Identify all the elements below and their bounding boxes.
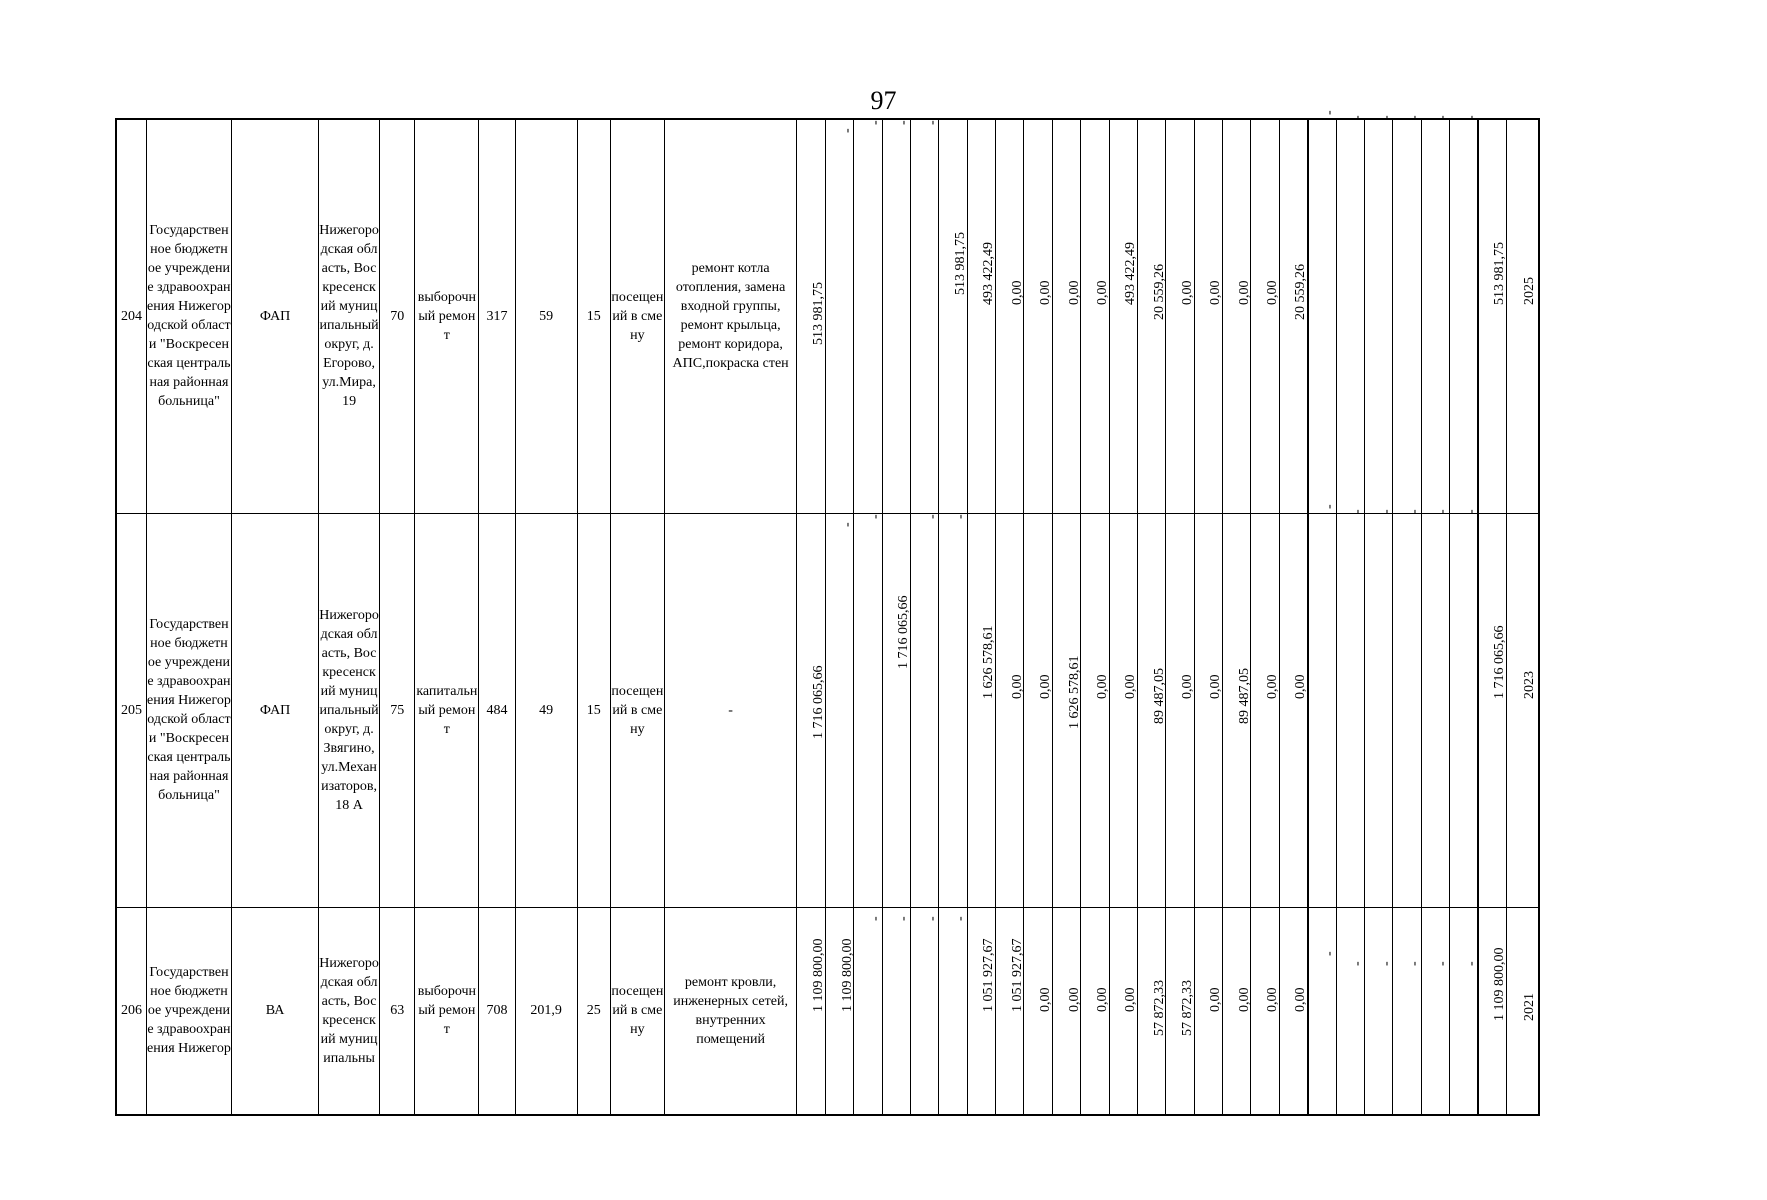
value-text: 0,00 xyxy=(1265,280,1281,305)
value-text: 493 422,49 xyxy=(981,241,997,305)
value-text: - xyxy=(1322,503,1338,509)
cell-value-2 xyxy=(825,119,853,513)
value-text: - xyxy=(1407,961,1423,966)
cell-c9: 25 xyxy=(577,907,610,1115)
cell-value-3 xyxy=(854,119,882,513)
value-text: - xyxy=(953,916,969,921)
value-text: 89 487,05 xyxy=(1151,667,1167,724)
value-text: 0,00 xyxy=(1038,674,1054,699)
value-text: 0,00 xyxy=(1180,674,1196,699)
cell-unit: посещений в смену xyxy=(611,513,665,907)
cell-value-10 xyxy=(1052,513,1080,907)
cell-value-14 xyxy=(1166,119,1194,513)
cell-type: ФАП xyxy=(232,513,319,907)
value-text: 0,00 xyxy=(1066,987,1082,1012)
cell-value-6 xyxy=(939,119,967,513)
cell-value-17 xyxy=(1251,513,1279,907)
cell-value-16 xyxy=(1223,513,1251,907)
value-text: - xyxy=(924,119,940,125)
cell-value-25 xyxy=(1478,907,1506,1115)
cell-value-14 xyxy=(1166,907,1194,1115)
cell-value-2 xyxy=(825,513,853,907)
cell-c8: 59 xyxy=(515,119,577,513)
cell-no: 204 xyxy=(116,119,146,513)
value-text: 513 981,75 xyxy=(953,231,969,295)
value-text: - xyxy=(1322,951,1338,956)
value-text: - xyxy=(839,127,855,133)
cell-work_type: выборочный ремонт xyxy=(415,119,479,513)
value-text: 0,00 xyxy=(1094,674,1110,699)
cell-value-26 xyxy=(1506,907,1539,1115)
value-text: 513 981,75 xyxy=(811,281,827,345)
cell-no: 205 xyxy=(116,513,146,907)
cell-c7: 317 xyxy=(479,119,515,513)
cell-c8: 49 xyxy=(515,513,577,907)
cell-value-19 xyxy=(1308,109,1338,513)
value-text: - xyxy=(1463,508,1479,514)
table-row xyxy=(116,907,1539,1115)
cell-value-5 xyxy=(910,513,938,907)
cell-value-20 xyxy=(1336,114,1366,513)
cell-value-4 xyxy=(882,907,910,1115)
cell-address: Нижегородская область, Воскресенский муниципальный округ, д. Звягино, ул.Механизаторов, 18 А xyxy=(319,513,380,907)
cell-value-16 xyxy=(1223,119,1251,513)
cell-value-25 xyxy=(1478,119,1506,513)
cell-value-2 xyxy=(825,907,853,1115)
cell-no: 206 xyxy=(116,907,146,1115)
cell-value-6 xyxy=(939,907,967,1115)
value-text: - xyxy=(1350,508,1366,514)
value-text: 1 109 800,00 xyxy=(811,938,827,1012)
value-text: 0,00 xyxy=(1293,987,1309,1012)
value-text: 1 716 065,66 xyxy=(896,595,912,669)
value-text: - xyxy=(924,513,940,519)
value-text: - xyxy=(1435,961,1451,966)
cell-value-9 xyxy=(1024,513,1052,907)
cell-value-9 xyxy=(1024,119,1052,513)
value-text: 1 051 927,67 xyxy=(981,938,997,1012)
cell-institution: Государственное бюджетное учреждение здравоохранения Нижегородской области "Воскресенская центральная районная больница" xyxy=(146,119,231,513)
cell-address: Нижегородская область, Воскресенский муниципальны xyxy=(319,907,380,1115)
cell-value-10 xyxy=(1052,119,1080,513)
cell-works: ремонт кровли, инженерных сетей, внутренних помещений xyxy=(664,907,797,1115)
cell-value-22 xyxy=(1393,508,1423,907)
value-text: - xyxy=(1350,114,1366,120)
cell-value-1 xyxy=(797,907,825,1115)
cell-value-20 xyxy=(1336,907,1364,1115)
cell-value-12 xyxy=(1109,119,1137,513)
value-text: 0,00 xyxy=(1236,280,1252,305)
value-text: 1 109 800,00 xyxy=(839,938,855,1012)
cell-value-17 xyxy=(1251,119,1279,513)
cell-c9: 15 xyxy=(577,119,610,513)
cell-institution: Государственное бюджетное учреждение здравоохранения Нижегор xyxy=(146,907,231,1115)
cell-value-22 xyxy=(1393,114,1423,513)
cell-work_type: капитальный ремонт xyxy=(415,513,479,907)
value-text: 0,00 xyxy=(1208,987,1224,1012)
value-text: 0,00 xyxy=(1094,987,1110,1012)
cell-unit: посещений в смену xyxy=(611,907,665,1115)
cell-value-1 xyxy=(797,119,825,513)
value-text: 0,00 xyxy=(1009,674,1025,699)
cell-value-4 xyxy=(882,119,910,513)
cell-type: ВА xyxy=(232,907,319,1115)
cell-value-23 xyxy=(1421,907,1449,1115)
value-text: - xyxy=(867,513,883,519)
value-text: 493 422,49 xyxy=(1123,241,1139,305)
value-text: - xyxy=(1350,961,1366,966)
value-text: 1 716 065,66 xyxy=(1492,625,1508,699)
cell-value-5 xyxy=(910,119,938,513)
cell-value-4 xyxy=(882,513,910,907)
cell-value-15 xyxy=(1194,119,1222,513)
value-text: 2025 xyxy=(1522,276,1538,305)
cell-value-15 xyxy=(1194,513,1222,907)
value-text: - xyxy=(867,916,883,921)
value-text: 20 559,26 xyxy=(1151,263,1167,320)
cell-works: - xyxy=(664,513,797,907)
value-text: - xyxy=(1463,114,1479,120)
value-text: - xyxy=(924,916,940,921)
value-text: - xyxy=(1322,109,1338,115)
cell-value-18 xyxy=(1279,119,1307,513)
value-text: 0,00 xyxy=(1265,987,1281,1012)
value-text: 20 559,26 xyxy=(1293,263,1309,320)
table-row xyxy=(116,119,1539,513)
value-text: 0,00 xyxy=(1038,987,1054,1012)
cell-value-23 xyxy=(1421,114,1451,513)
value-text: 89 487,05 xyxy=(1236,667,1252,724)
value-text: 1 626 578,61 xyxy=(981,625,997,699)
cell-value-14 xyxy=(1166,513,1194,907)
cell-value-16 xyxy=(1223,907,1251,1115)
value-text: 0,00 xyxy=(1094,280,1110,305)
cell-value-3 xyxy=(854,513,882,907)
value-text: 0,00 xyxy=(1265,674,1281,699)
cell-value-19 xyxy=(1308,503,1338,907)
value-text: 1 051 927,67 xyxy=(1009,938,1025,1012)
cell-value-17 xyxy=(1251,907,1279,1115)
value-text: - xyxy=(953,513,969,519)
cell-value-18 xyxy=(1279,513,1307,907)
value-text: 2023 xyxy=(1522,670,1538,699)
cell-value-7 xyxy=(967,119,995,513)
table-row xyxy=(116,513,1539,907)
cell-type: ФАП xyxy=(232,119,319,513)
cell-value-23 xyxy=(1421,508,1451,907)
value-text: 0,00 xyxy=(1066,280,1082,305)
value-text: - xyxy=(1378,508,1394,514)
cell-value-8 xyxy=(996,119,1024,513)
cell-work_type: выборочный ремонт xyxy=(415,907,479,1115)
cell-value-9 xyxy=(1024,907,1052,1115)
value-text: 0,00 xyxy=(1038,280,1054,305)
value-text: - xyxy=(1407,114,1423,120)
cell-value-24 xyxy=(1450,907,1478,1115)
cell-value-1 xyxy=(797,513,825,907)
value-text: - xyxy=(896,119,912,125)
value-text: 0,00 xyxy=(1208,674,1224,699)
cell-institution: Государственное бюджетное учреждение здравоохранения Нижегородской области "Воскресенская центральная районная больница" xyxy=(146,513,231,907)
cell-c9: 15 xyxy=(577,513,610,907)
value-text: 0,00 xyxy=(1123,674,1139,699)
value-text: 1 109 800,00 xyxy=(1492,947,1508,1021)
cell-works: ремонт котла отопления, замена входной группы, ремонт крыльца, ремонт коридора, АПС,покраска стен xyxy=(664,119,797,513)
value-text: 513 981,75 xyxy=(1492,241,1508,305)
value-text: - xyxy=(1378,114,1394,120)
page-number: 97 xyxy=(870,86,897,115)
value-text: - xyxy=(896,916,912,921)
cell-value-24 xyxy=(1450,508,1479,907)
value-text: 0,00 xyxy=(1180,280,1196,305)
cell-value-25 xyxy=(1478,513,1506,907)
value-text: - xyxy=(867,119,883,125)
value-text: - xyxy=(1378,961,1394,966)
cell-c7: 484 xyxy=(479,513,515,907)
value-text: - xyxy=(839,521,855,527)
cell-value-3 xyxy=(854,907,882,1115)
cell-value-11 xyxy=(1081,119,1109,513)
cell-value-12 xyxy=(1109,907,1137,1115)
value-text: 0,00 xyxy=(1009,280,1025,305)
value-text: 0,00 xyxy=(1123,987,1139,1012)
cell-value-6 xyxy=(939,513,967,907)
cell-value-21 xyxy=(1364,508,1394,907)
cell-value-21 xyxy=(1364,907,1392,1115)
value-text: 0,00 xyxy=(1236,987,1252,1012)
cell-value-13 xyxy=(1137,513,1165,907)
cell-value-19 xyxy=(1308,907,1336,1115)
cell-c8: 201,9 xyxy=(515,907,577,1115)
cell-value-11 xyxy=(1081,907,1109,1115)
cell-unit: посещений в смену xyxy=(611,119,665,513)
cell-address: Нижегородская область, Воскресенский муниципальный округ, д. Егорово, ул.Мира, 19 xyxy=(319,119,380,513)
value-text: 2021 xyxy=(1522,993,1538,1021)
value-text: 0,00 xyxy=(1208,280,1224,305)
cell-value-26 xyxy=(1506,119,1539,513)
cell-c5: 70 xyxy=(379,119,414,513)
cell-value-13 xyxy=(1137,907,1165,1115)
value-text: - xyxy=(1435,114,1451,120)
value-text: 57 872,33 xyxy=(1151,980,1167,1036)
cell-c7: 708 xyxy=(479,907,515,1115)
cell-value-24 xyxy=(1450,114,1479,513)
cell-value-8 xyxy=(996,513,1024,907)
cell-c5: 75 xyxy=(379,513,414,907)
cell-value-5 xyxy=(910,907,938,1115)
cell-c5: 63 xyxy=(379,907,414,1115)
value-text: 57 872,33 xyxy=(1180,980,1196,1036)
cell-value-7 xyxy=(967,513,995,907)
cell-value-20 xyxy=(1336,508,1366,907)
cell-value-26 xyxy=(1506,513,1539,907)
cell-value-7 xyxy=(967,907,995,1115)
cell-value-18 xyxy=(1279,907,1307,1115)
cell-value-21 xyxy=(1364,114,1394,513)
cell-value-8 xyxy=(996,907,1024,1115)
cell-value-11 xyxy=(1081,513,1109,907)
cell-value-13 xyxy=(1137,119,1165,513)
value-text: 1 626 578,61 xyxy=(1066,655,1082,729)
value-text: - xyxy=(1463,961,1479,966)
value-text: - xyxy=(1407,508,1423,514)
value-text: 0,00 xyxy=(1293,674,1309,699)
value-text: - xyxy=(1435,508,1451,514)
cell-value-10 xyxy=(1052,907,1080,1115)
capital-repair-table xyxy=(115,109,1540,1116)
cell-value-15 xyxy=(1194,907,1222,1115)
value-text: 1 716 065,66 xyxy=(811,665,827,739)
cell-value-22 xyxy=(1393,907,1421,1115)
cell-value-12 xyxy=(1109,513,1137,907)
